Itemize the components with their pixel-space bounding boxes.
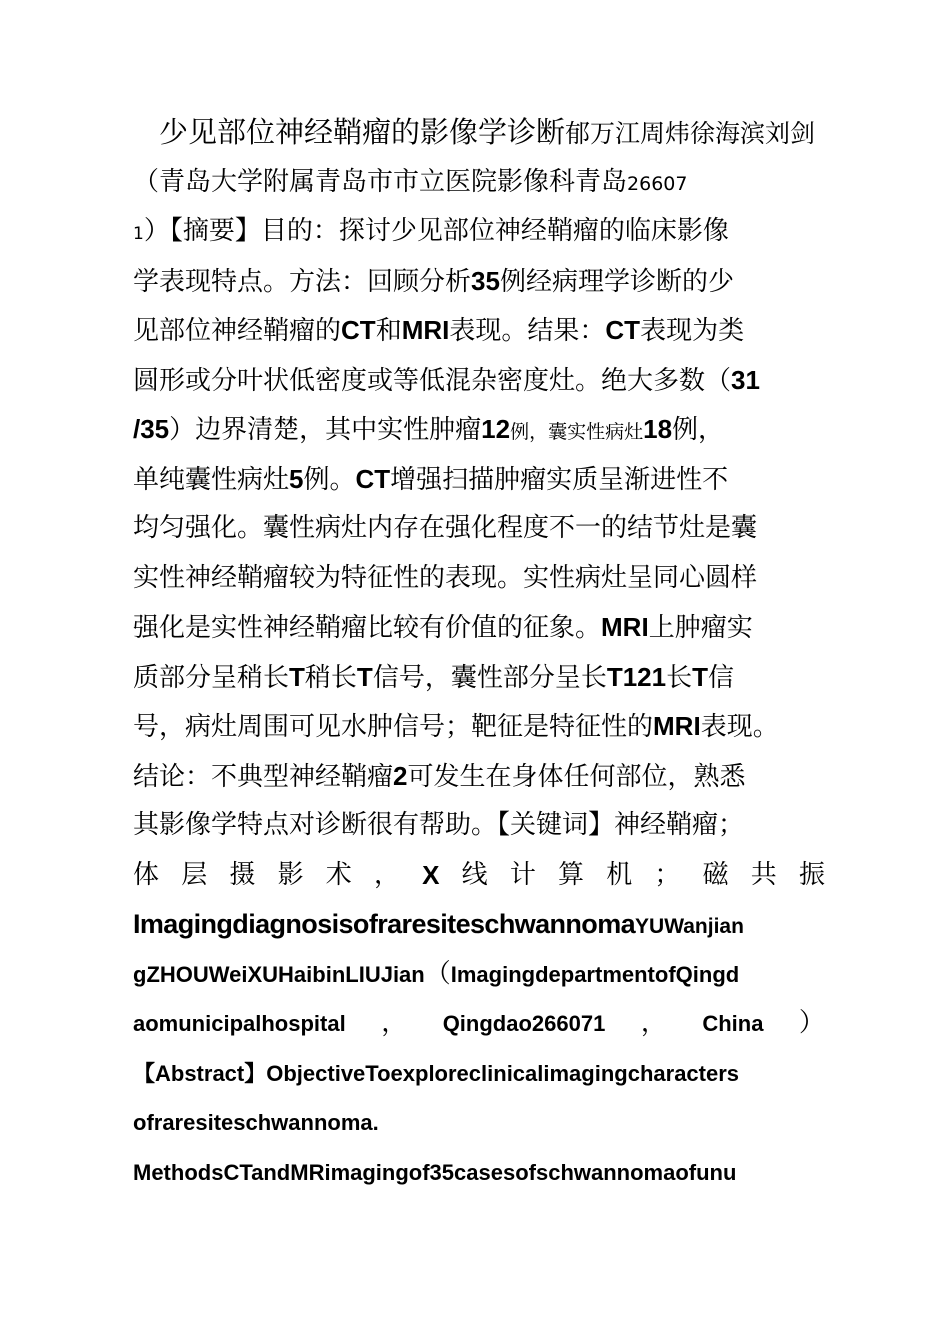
abstract-text: 结论：不典型神经鞘瘤 — [133, 761, 394, 792]
postcode-b: 1 — [133, 224, 144, 244]
abstract-text: 和 — [375, 316, 402, 346]
keyword-char: 摄 — [229, 859, 256, 890]
abstract-line — [133, 653, 825, 703]
term: T — [692, 661, 708, 692]
english-title: Imagingdiagnosisofraresiteschwannoma — [133, 909, 636, 939]
abstract-text: 信号，囊性部分呈长 — [372, 662, 607, 693]
keyword-char: 磁 — [702, 859, 729, 890]
abstract-text: 可发生在身体任何部位，熟悉 — [407, 761, 746, 792]
term: CT — [341, 315, 376, 345]
english-abstract-line — [133, 1148, 825, 1198]
punct: ， — [381, 1008, 408, 1038]
number: 35 — [471, 265, 500, 296]
article-text — [133, 108, 825, 1197]
punct: ） — [798, 1008, 825, 1038]
punct: ， — [640, 1008, 667, 1038]
abstract-line — [133, 801, 825, 851]
abstract-text: 均匀强化。囊性病灶内存在强化程度不一的结节灶是囊 — [133, 513, 758, 543]
abstract-line — [133, 455, 825, 505]
keyword-char: 振 — [798, 859, 825, 890]
keyword-char: ； — [654, 859, 681, 890]
abstract-line — [133, 603, 825, 653]
number: 31 — [731, 364, 760, 395]
term: MRI — [401, 315, 450, 345]
keyword-char: 共 — [750, 859, 777, 890]
abstract-text: 稍长 — [304, 662, 357, 693]
keyword-char: 层 — [181, 859, 208, 890]
abstract-text: 实性神经鞘瘤较为特征性的表现。实性病灶呈同心圆样 — [133, 562, 758, 593]
english-affiliation: Qingdao266071 — [442, 1011, 606, 1036]
english-affiliation: aomunicipalhospital — [133, 1011, 346, 1036]
keyword-char: 体 — [133, 859, 160, 890]
term: T121 — [606, 661, 667, 692]
abstract-text: ）边界清楚，其中实性肿瘤 — [169, 415, 482, 445]
abstract-label: 【Abstract】 — [133, 1060, 267, 1086]
keyword-char: ， — [373, 859, 400, 890]
abstract-text: 信 — [708, 662, 735, 693]
english-affiliation: Qingd — [675, 961, 740, 987]
abstract-line — [133, 207, 825, 257]
term: T — [289, 661, 305, 692]
abstract-text: 单纯囊性病灶 — [133, 464, 290, 495]
authors-cn: 郁万江周炜徐海滨刘剑 — [565, 119, 816, 148]
number: 5 — [289, 463, 304, 494]
abstract-line — [133, 752, 825, 802]
abstract-line — [133, 405, 825, 455]
number: 2 — [393, 760, 408, 791]
abstract-text: 见部位神经鞘瘤的 — [133, 316, 342, 346]
term: CT — [605, 315, 641, 345]
abstract-text: 表现。结果： — [449, 316, 606, 346]
number: /35 — [133, 414, 170, 444]
abstract-text: 表现为类 — [640, 316, 745, 346]
affiliation-cn: （青岛大学附属青岛市市立医院影像科青岛 — [133, 166, 628, 197]
abstract-text: 例，囊实性病灶 — [510, 421, 644, 443]
abstract-line — [133, 356, 825, 406]
term: CT — [355, 463, 391, 494]
english-authors-line — [133, 950, 825, 1000]
abstract-text: 其影像学特点对诊断很有帮助。【关键词】神经鞘瘤； — [133, 810, 745, 840]
affiliation-line — [133, 158, 825, 208]
english-abstract-line — [133, 1049, 825, 1099]
english-abstract: MethodsCTandMRimagingof35casesofschwannomaofunu — [133, 1159, 737, 1185]
english-title-line — [133, 900, 825, 950]
abstract-text: ）【摘要】目的：探讨少见部位神经鞘瘤的临床影像 — [143, 216, 729, 246]
abstract-text: 强化是实性神经鞘瘤比较有价值的征象。 — [133, 613, 602, 643]
postcode-a: 26607 — [627, 172, 688, 195]
keyword-char: 线 — [461, 859, 488, 890]
abstract-line — [133, 306, 825, 356]
keyword-char: 计 — [509, 859, 536, 890]
number: 18 — [643, 414, 673, 444]
english-affiliation: China — [702, 1011, 764, 1036]
keyword-char: 术 — [325, 859, 352, 890]
english-authors: YUWanjian — [635, 915, 744, 938]
keyword-char: 影 — [277, 859, 304, 890]
punct: （ — [424, 958, 451, 989]
abstract-text: 例， — [672, 415, 725, 445]
title-line — [133, 108, 825, 158]
abstract-text: 例。 — [303, 464, 356, 495]
abstract-text: 长 — [666, 662, 693, 693]
abstract-text: 号，病灶周围可见水肿信号；靶征是特征性的 — [133, 712, 654, 742]
term: T — [356, 661, 373, 692]
abstract-text: 表现。 — [700, 712, 779, 742]
abstract-text: 增强扫描肿瘤实质呈渐进性不 — [390, 464, 729, 495]
abstract-text: 质部分呈稍长 — [133, 662, 290, 693]
english-affiliation: Imagingdepartmentof — [450, 961, 676, 987]
abstract-text: 学表现特点。方法：回顾分析 — [133, 266, 472, 297]
english-affiliation-line — [133, 999, 825, 1049]
term: MRI — [653, 711, 701, 741]
keywords-line — [133, 851, 825, 901]
english-abstract: ObjectiveToexploreclinicalimagingcharacters — [266, 1060, 740, 1086]
english-authors: gZHOUWeiXUHaibinLIUJian — [133, 961, 425, 987]
keyword-x: X — [422, 859, 440, 890]
abstract-text: 例经病理学诊断的少 — [499, 266, 734, 297]
term: MRI — [601, 612, 649, 642]
keyword-char: 机 — [606, 859, 633, 890]
article-title: 少见部位神经鞘瘤的影像学诊断 — [159, 115, 566, 149]
english-abstract-line — [133, 1098, 825, 1148]
abstract-line — [133, 702, 825, 752]
keyword-char: 算 — [558, 859, 585, 890]
abstract-text: 上肿瘤实 — [648, 613, 753, 643]
abstract-line — [133, 257, 825, 307]
english-abstract: ofraresiteschwannoma. — [133, 1110, 379, 1135]
abstract-line — [133, 554, 825, 604]
number: 12 — [481, 414, 511, 444]
abstract-text: 圆形或分叶状低密度或等低混杂密度灶。绝大多数（ — [133, 365, 732, 396]
abstract-line — [133, 504, 825, 554]
